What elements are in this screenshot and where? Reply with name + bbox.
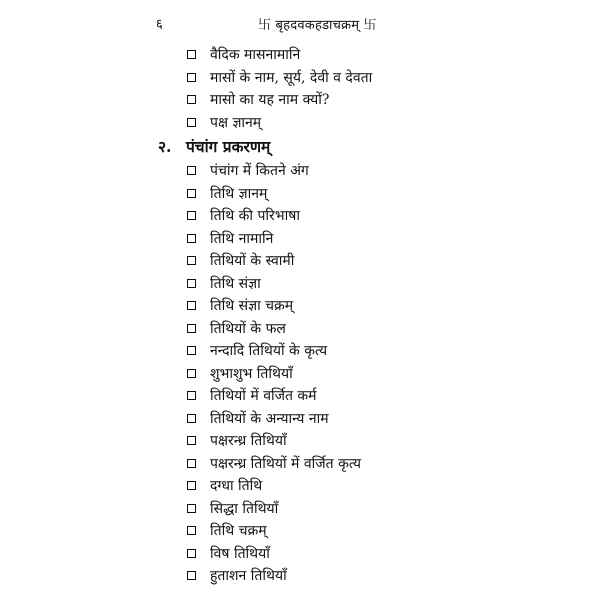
page-header	[138, 14, 462, 34]
checkbox-square-icon	[187, 414, 196, 423]
contents-item-label: सिद्धा तिथियाँ	[210, 500, 279, 517]
contents-item-label: तिथियों के स्वामी	[210, 253, 295, 269]
checkbox-square-icon	[187, 346, 196, 355]
page-number: ६	[156, 17, 163, 32]
contents-item-label: तिथि संज्ञा	[210, 275, 261, 292]
contents-item	[138, 453, 462, 476]
contents-item	[138, 273, 462, 296]
checkbox-square-icon	[187, 234, 196, 243]
contents-item-label: पक्ष ज्ञानम्	[210, 114, 262, 131]
checkbox-square-icon	[187, 118, 196, 127]
contents-item	[138, 408, 462, 431]
contents-item	[138, 565, 462, 588]
contents-item-label: पक्षरन्ध्र तिथियाँ	[210, 433, 287, 449]
contents-item	[138, 295, 462, 318]
contents-item-label: तिथि ज्ञानम्	[210, 185, 268, 202]
contents-item-label: तिथियों के अन्यान्य नाम	[210, 410, 329, 427]
contents-item	[138, 385, 462, 408]
contents-item-label: तिथि चक्रम्	[210, 523, 267, 539]
checkbox-square-icon	[187, 95, 196, 104]
checkbox-square-icon	[187, 324, 196, 333]
contents-item-label: तिथि की परिभाषा	[210, 208, 300, 224]
contents-item-label: तिथि नामानि	[210, 230, 274, 247]
chapter-title: पंचांग प्रकरणम्	[186, 137, 271, 156]
contents-item-label: वैदिक मासनामानि	[210, 47, 301, 63]
contents-item-label: विष तिथियाँ	[210, 545, 270, 562]
contents-item	[138, 228, 462, 251]
checkbox-square-icon	[187, 526, 196, 535]
contents-item-label: शुभाशुभ तिथियाँ	[210, 365, 293, 382]
checkbox-square-icon	[187, 279, 196, 288]
contents-item	[138, 318, 462, 341]
contents-item-label: हुताशन तिथियाँ	[210, 568, 287, 584]
checkbox-square-icon	[187, 459, 196, 468]
contents-item	[138, 430, 462, 453]
checkbox-square-icon	[187, 481, 196, 490]
checkbox-square-icon	[187, 166, 196, 175]
checkbox-square-icon	[187, 369, 196, 378]
checkbox-square-icon	[187, 50, 196, 59]
contents-item-label: पक्षरन्ध्र तिथियों में वर्जित कृत्य	[210, 455, 362, 472]
book-page	[138, 0, 462, 600]
checkbox-square-icon	[187, 73, 196, 82]
checkbox-square-icon	[187, 256, 196, 265]
contents-item	[138, 475, 462, 498]
contents-item	[138, 67, 462, 90]
contents-item-label: मासों के नाम, सूर्य, देवी व देवता	[210, 69, 373, 86]
contents-item	[138, 520, 462, 543]
checkbox-square-icon	[187, 504, 196, 513]
table-of-contents	[138, 44, 462, 588]
checkbox-square-icon	[187, 211, 196, 220]
contents-item	[138, 250, 462, 273]
running-title: 卐 बृहदवकहडाचक्रम् 卐	[258, 18, 377, 33]
contents-item-label: तिथियों में वर्जित कर्म	[210, 388, 317, 404]
contents-item-label: दग्धा तिथि	[210, 478, 263, 494]
checkbox-square-icon	[187, 549, 196, 558]
contents-item-label: मासो का यह नाम क्यों?	[210, 92, 330, 108]
contents-item-label: पंचांग में कितने अंग	[210, 163, 309, 179]
contents-item-label: नन्दादि तिथियों के कृत्य	[210, 343, 328, 359]
checkbox-square-icon	[187, 571, 196, 580]
chapter-number: २.	[158, 137, 172, 156]
checkbox-square-icon	[187, 436, 196, 445]
contents-item-label: तिथियों के फल	[210, 320, 286, 337]
contents-item	[138, 543, 462, 566]
contents-item	[138, 340, 462, 363]
checkbox-square-icon	[187, 301, 196, 310]
contents-item	[138, 205, 462, 228]
checkbox-square-icon	[187, 391, 196, 400]
contents-item	[138, 183, 462, 206]
contents-item	[138, 112, 462, 135]
checkbox-square-icon	[187, 189, 196, 198]
contents-item	[138, 89, 462, 112]
chapter-heading	[138, 134, 462, 160]
contents-item	[138, 44, 462, 67]
contents-item-label: तिथि संज्ञा चक्रम्	[210, 298, 294, 314]
contents-item	[138, 498, 462, 521]
contents-item	[138, 363, 462, 386]
contents-item	[138, 160, 462, 183]
